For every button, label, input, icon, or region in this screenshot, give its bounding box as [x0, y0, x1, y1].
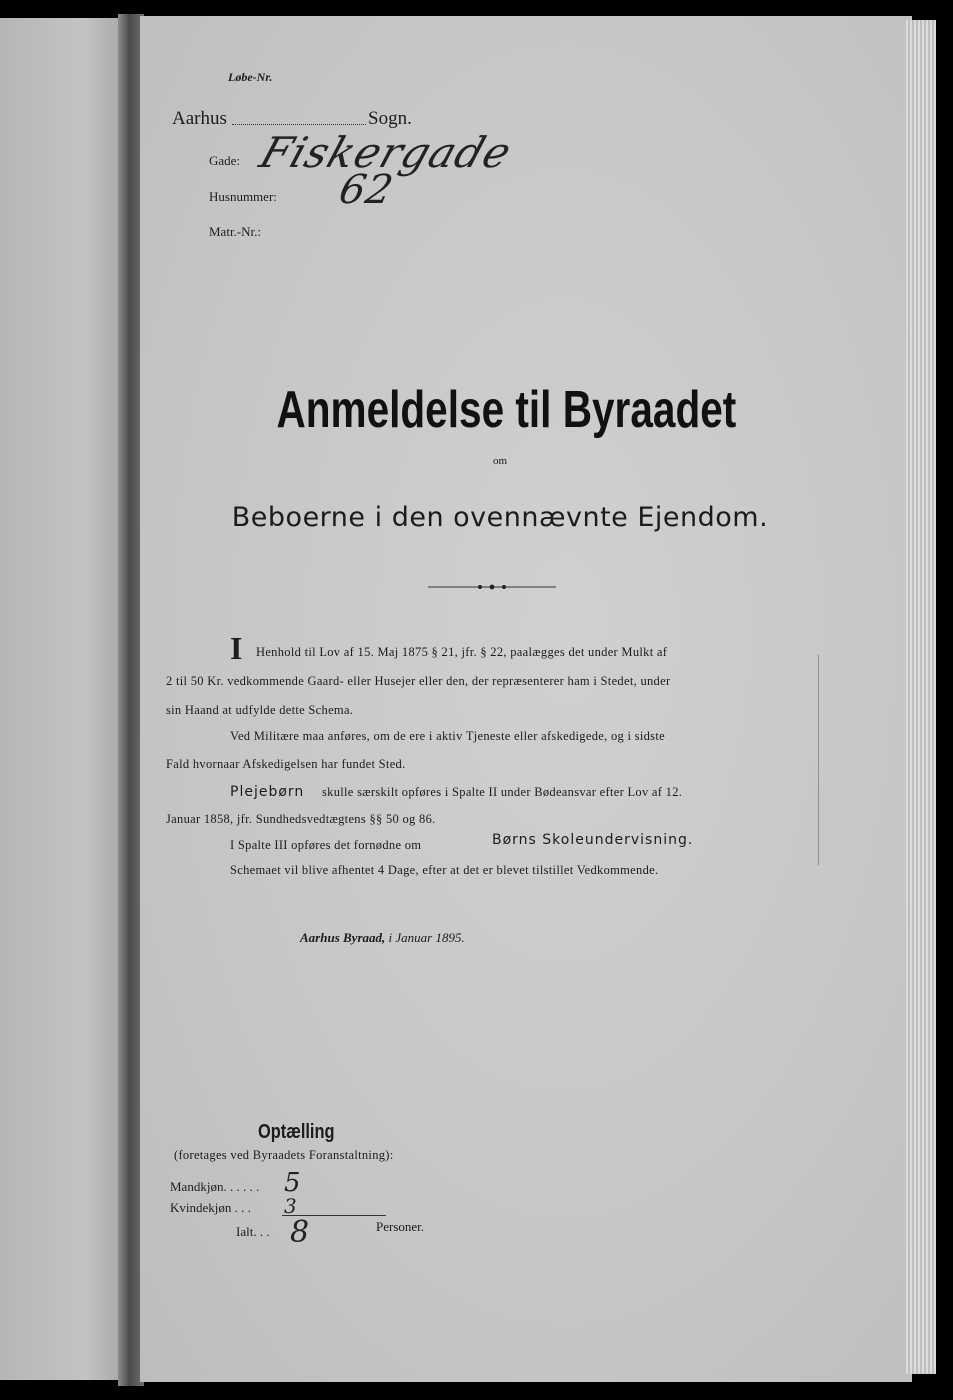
counting-subtitle: (foretages ved Byraadets Foranstaltning):	[174, 1148, 394, 1162]
kvindekjon-handwritten-value: 3	[284, 1194, 298, 1218]
body-line-2: 2 til 50 Kr. vedkommende Gaard- eller Husejer eller den, der repræsenterer ham i Stedet, under	[166, 674, 671, 688]
sogn-label: Sogn.	[368, 108, 412, 129]
husnummer-label: Husnummer:	[209, 189, 277, 204]
document-subtitle: Beboerne i den ovennævnte Ejendom.	[231, 502, 769, 533]
body-line-8: I Spalte III opføres det fornødne om	[230, 838, 422, 852]
kvindekjon-label: Kvindekjøn . . .	[170, 1200, 251, 1215]
mandkjon-label: Mandkjøn. . . . . .	[170, 1179, 260, 1194]
counting-title: Optælling	[258, 1121, 335, 1143]
matr-nr-label: Matr.-Nr.:	[209, 224, 261, 239]
loebe-nr-label: Løbe-Nr.	[228, 70, 273, 84]
body-line-1: Henhold til Lov af 15. Maj 1875 § 21, jfr. § 22, paalægges det under Mulkt af	[256, 645, 668, 659]
signature-date: i Januar 1895.	[388, 930, 465, 945]
left-page-edge	[0, 18, 122, 1380]
body-line-9: Schemaet vil blive afhentet 4 Dage, efter at det er blevet tilstillet Vedkommende.	[230, 863, 659, 877]
ornament-divider	[428, 584, 556, 590]
body-line-6: skulle særskilt opføres i Spalte II under Bødeansvar efter Lov af 12.	[322, 785, 683, 799]
margin-mark	[818, 655, 819, 865]
body-emph-skole: Børns Skoleundervisning.	[492, 832, 694, 848]
dropcap: I	[230, 630, 243, 666]
personer-label: Personer.	[376, 1219, 425, 1234]
ialt-handwritten-value: 8	[290, 1215, 311, 1250]
page-edges	[906, 20, 936, 1374]
body-emph-plejeborn: Plejebørn	[230, 784, 305, 800]
title-connector: om	[492, 455, 508, 467]
body-line-3: sin Haand at udfylde dette Schema.	[166, 703, 354, 717]
mandkjon-handwritten-value: 5	[284, 1168, 302, 1198]
city-label: Aarhus	[172, 108, 227, 129]
ialt-label: Ialt. . .	[236, 1224, 270, 1239]
body-line-7: Januar 1858, jfr. Sundhedsvedtægtens §§ 50 og 86.	[166, 812, 436, 826]
gade-label: Gade:	[209, 153, 241, 168]
body-line-4: Ved Militære maa anføres, om de ere i aktiv Tjeneste eller afskedigede, og i sidste	[230, 729, 665, 743]
body-line-5: Fald hvornaar Afskedigelsen har fundet Sted.	[166, 757, 406, 771]
document-title: Anmeldelse til Byraadet	[276, 381, 737, 439]
document-page	[140, 16, 912, 1382]
signature-authority: Aarhus Byraad,	[300, 930, 386, 945]
gade-handwritten-value: Fiskergade	[254, 128, 519, 177]
sogn-dotted-line	[232, 124, 366, 125]
signature-line	[300, 930, 465, 946]
husnummer-handwritten-value: 62	[335, 167, 398, 213]
